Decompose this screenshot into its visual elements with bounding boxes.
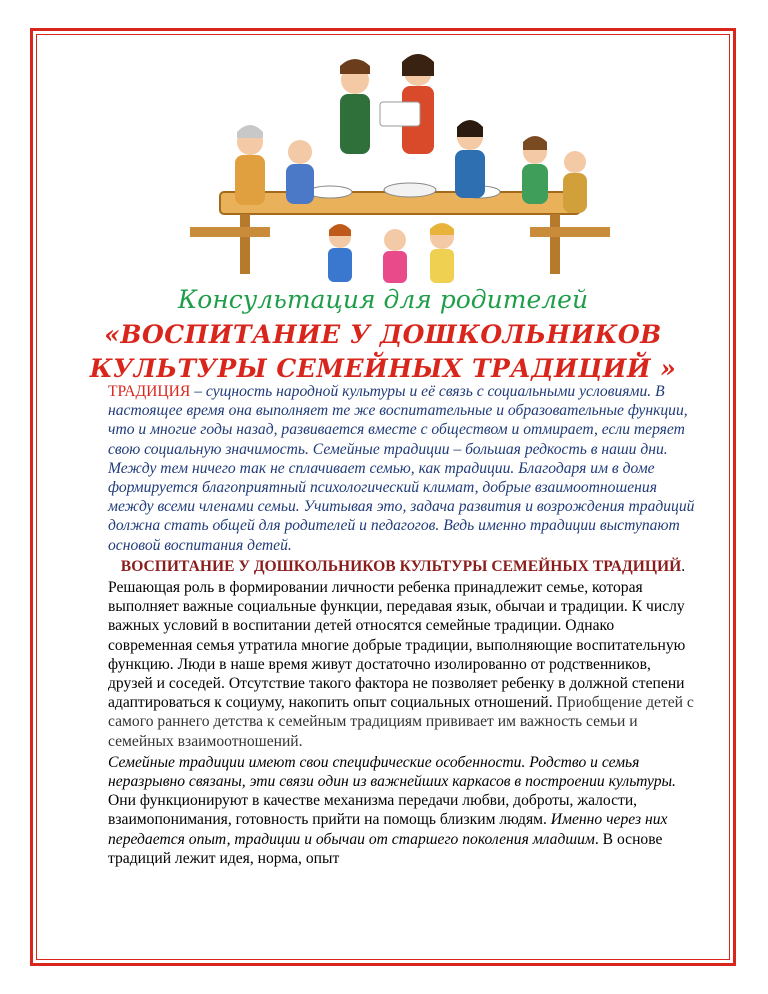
title-line-2: КУЛЬТУРЫ СЕМЕЙНЫХ ТРАДИЦИЙ » bbox=[89, 354, 677, 383]
document-title bbox=[36, 318, 730, 386]
body-paragraph-2-text: Они функционируют в качестве механизма передачи любви, доброты, жалости, взаимопонимания, готовность прийти на помощь близким людям. bbox=[108, 792, 638, 829]
body-paragraph-2-italic-2: Именно через них передается опыт, традиции и обычаи от старшего поколения младшим bbox=[108, 811, 668, 848]
intro-paragraph bbox=[108, 382, 698, 555]
intro-lead-term: ТРАДИЦИЯ bbox=[108, 383, 191, 400]
intro-text: – сущность народной культуры и её связь с социальными условиями. В настоящее время она выполняет те же воспитательные и образовательные функции, что и многие годы назад, развивается вместе с обществом и отмирает, если теряет свою социальную значимость. Семейные традиции – большая редкость в наши дни. Между тем ничего так не сплачивает семью, как традиции. Благодаря им в доме формируется благоприятный психологический климат, добрые взаимоотношения между всеми членами семьи. Учитывая это, задача развития и возрождения традиций должна стать общей для родителей и педагогов. Ведь именно традиции выступают основой воспитания детей. bbox=[108, 383, 695, 554]
body-paragraph-1-text: Решающая роль в формировании личности ребенка принадлежит семье, которая выполняет важные социальные функции, передавая язык, обычаи и традиции. К числу важных условий в воспитании детей относятся семейные традиции. Однако современная семья утратила многие добрые традиции, выполняющие воспитательную функцию. Люди в наше время живут достаточно изолированно от родственников, друзей и соседей. Отсутствие такого фактора не позволяет ребенку в должной степени адаптироваться к социуму, накопить опыт социальных отношений. bbox=[108, 579, 686, 712]
title-line-1: «ВОСПИТАНИЕ У ДОШКОЛЬНИКОВ bbox=[104, 320, 662, 349]
consultation-subtitle: Консультация для родителей bbox=[177, 285, 589, 314]
body-paragraph-2-italic: Семейные традиции имеют свои специфические особенности. Родство и семья неразрывно связаны, эти связи один из важнейших каркасов в построении культуры. bbox=[108, 753, 676, 791]
body-paragraph-2-end: . В основе традиций лежит идея, норма, опыт bbox=[108, 830, 663, 867]
section-heading-text: ВОСПИТАНИЕ У ДОШКОЛЬНИКОВ КУЛЬТУРЫ СЕМЕЙНЫХ ТРАДИЦИЙ bbox=[120, 557, 682, 575]
section-heading-period: . bbox=[681, 557, 686, 575]
document-body bbox=[108, 382, 698, 868]
body-paragraph-1-tail: Приобщение детей с самого раннего детства к семейным традициям прививает им важность семьи и семейных взаимоотношений. bbox=[108, 694, 694, 750]
section-heading bbox=[108, 557, 698, 576]
body-paragraph-2 bbox=[108, 753, 698, 868]
body-paragraph-1 bbox=[108, 578, 698, 751]
family-dinner-illustration bbox=[180, 42, 620, 292]
